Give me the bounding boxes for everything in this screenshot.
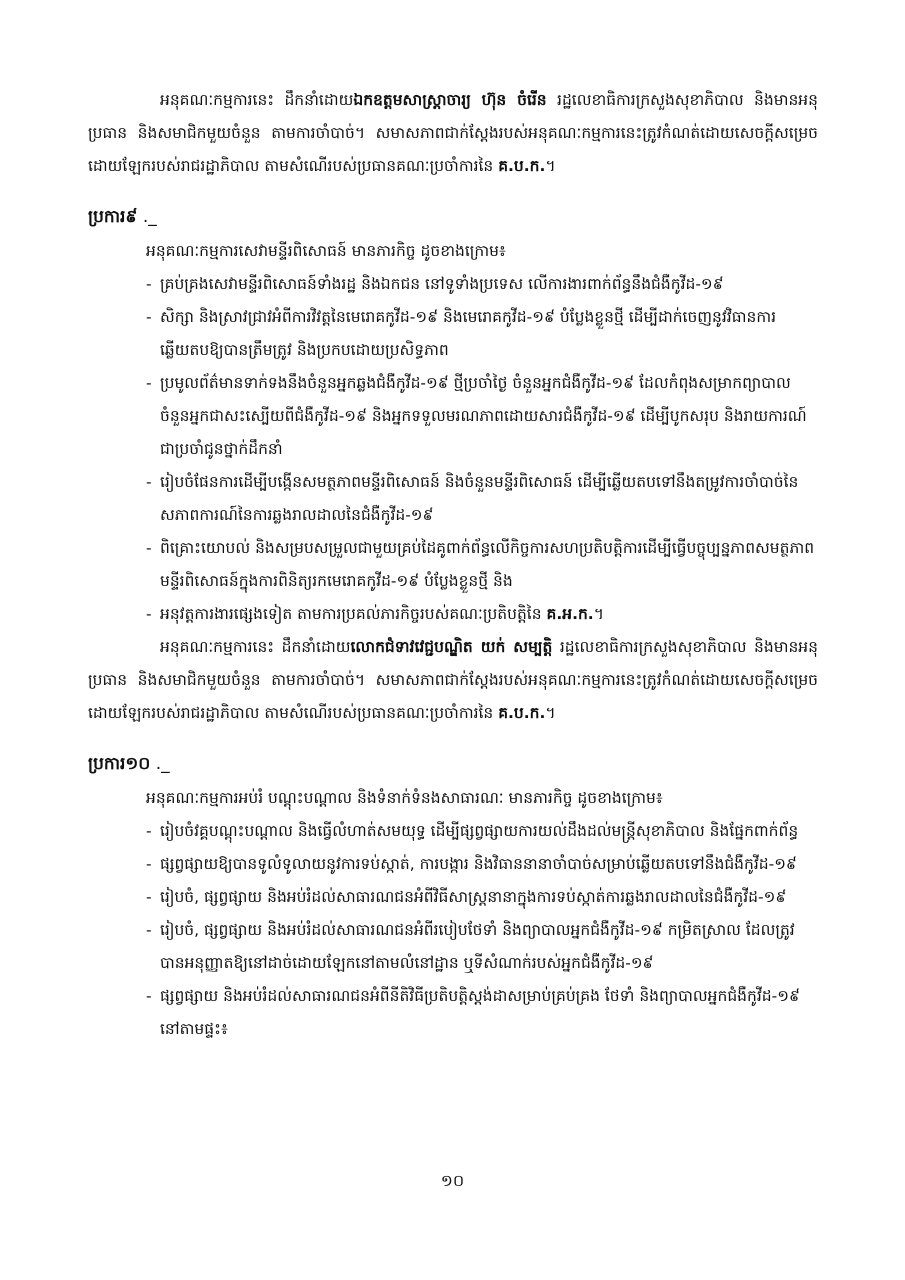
list-item: - រៀបចំវគ្គបណ្តុះបណ្តាល និងធ្វើលំហាត់សមយុទ្ធ ដើម្បីផ្សព្វផ្សាយការយល់ដឹងដល់មន្ត្រីសុខាភិបាល និងផ្នែកពាក់ព័ន្ធ <box>146 815 818 848</box>
abbreviation: គ.ប.ក. <box>498 157 546 175</box>
abbreviation: គ.អ.ក. <box>546 605 594 623</box>
list-item: - ផ្សព្វផ្សាយ និងអប់រំដល់សាធារណជនអំពីនីតិវិធីប្រតិបត្តិស្តង់ដាសម្រាប់គ្រប់គ្រង ថែទាំ និងព្យាបាលអ្នកជំងឺកូវីដ-១៩ នៅតាមផ្ទះ៖ <box>146 980 818 1046</box>
list-item: - គ្រប់គ្រងសេវាមន្ទីរពិសោធន៍ទាំងរដ្ឋ និងឯកជន នៅទូទាំងប្រទេស លើការងារពាក់ព័ន្ធនឹងជំងឺកូវីដ-១៩ <box>146 268 818 301</box>
leader-name: លោកជំទាវវេជ្ជបណ្ឌិត យក់ សម្បត្តិ <box>350 638 553 656</box>
article-10-duties-list <box>88 815 818 1046</box>
list-item: - រៀបចំផែនការដើម្បីបង្កើនសមត្ថភាពមន្ទីរពិសោធន៍ និងចំនួនមន្ទីរពិសោធន៍ ដើម្បីឆ្លើយតបទៅនឹងតម្រូវការចាំបាច់នៃសភាពការណ៍នៃការឆ្លងរាលដាលនៃជំងឺកូវីដ-១៩ <box>146 466 818 532</box>
list-item: - រៀបចំ, ផ្សព្វផ្សាយ និងអប់រំដល់សាធារណជនអំពីរបៀបថែទាំ និងព្យាបាលអ្នកជំងឺកូវីដ-១៩ កម្រិតស្រាល ដែលត្រូវបានអនុញ្ញាតឱ្យនៅដាច់ដោយឡែកនៅតាមលំនៅដ្ឋាន ឬទីសំណាក់របស់អ្នកជំងឺកូវីដ-១៩ <box>146 914 818 980</box>
abbreviation: គ.ប.ក. <box>498 704 546 722</box>
article-9-intro: អនុគណៈកម្មការសេវាមន្ទីរពិសោធន៍ មានភារកិច្ច ដូចខាងក្រោម៖ <box>146 242 506 260</box>
document-body <box>88 84 818 1046</box>
page-number: ១០ <box>440 1171 465 1190</box>
list-item: - សិក្សា និងស្រាវជ្រាវអំពីការវិវត្តនៃមេរោគកូវីដ-១៩ និងមេរោគកូវីដ-១៩ បំប្លែងខ្លួនថ្មី ដើម្បីដាក់ចេញនូវវិធានការឆ្លើយតបឱ្យបានត្រឹមត្រូវ និងប្រកបដោយប្រសិទ្ធភាព <box>146 301 818 367</box>
subcommittee-leadership-paragraph-2: អនុគណៈកម្មការនេះ ដឹកនាំដោយលោកជំទាវវេជ្ជបណ្ឌិត យក់ សម្បត្តិ រដ្ឋលេខាធិការក្រសួងសុខាភិបាល និងមានអនុប្រធាន និងសមាជិកមួយចំនួន តាមការចាំបាច់។ សមាសភាពជាក់ស្តែងរបស់អនុគណៈកម្មការនេះត្រូវកំណត់ដោយសេចក្តីសម្រេចដោយឡែករបស់រាជរដ្ឋាភិបាល តាមសំណើរបស់ប្រធានគណៈប្រចាំការនៃ គ.ប.ក.។ <box>88 638 818 722</box>
article-10-heading: ប្រការ១០ ._ <box>88 754 170 774</box>
article-9-duties-list <box>88 268 818 631</box>
leader-name: ឯកឧត្តមសាស្ត្រាចារ្យ ហ៊ុន ចំរើន <box>353 91 547 109</box>
article-9-heading: ប្រការ៩ ._ <box>88 207 157 227</box>
list-item: - ផ្សព្វផ្សាយឱ្យបានទូលំទូលាយនូវការទប់ស្កាត់, ការបង្ការ និងវិធាននានាចាំបាច់សម្រាប់ឆ្លើយតបទៅនឹងជំងឺកូវីដ-១៩ <box>146 848 818 881</box>
subcommittee-leadership-paragraph-1: អនុគណៈកម្មការនេះ ដឹកនាំដោយឯកឧត្តមសាស្ត្រាចារ្យ ហ៊ុន ចំរើន រដ្ឋលេខាធិការក្រសួងសុខាភិបាល និងមានអនុប្រធាន និងសមាជិកមួយចំនួន តាមការចាំបាច់។ សមាសភាពជាក់ស្តែងរបស់អនុគណៈកម្មការនេះត្រូវកំណត់ដោយសេចក្តីសម្រេចដោយឡែករបស់រាជរដ្ឋាភិបាល តាមសំណើរបស់ប្រធានគណៈប្រចាំការនៃ គ.ប.ក.។ <box>88 91 818 175</box>
list-item: - ពិគ្រោះយោបល់ និងសម្របសម្រួលជាមួយគ្រប់ដៃគូពាក់ព័ន្ធលើកិច្ចការសហប្រតិបត្តិការដើម្បីធ្វើបច្ចុប្បន្នភាពសមត្ថភាពមន្ទីរពិសោធន៍ក្នុងការពិនិត្យរកមេរោគកូវីដ-១៩ បំប្លែងខ្លួនថ្មី និង <box>146 532 818 598</box>
list-item: - ប្រមូលព័ត៌មានទាក់ទងនឹងចំនួនអ្នកឆ្លងជំងឺកូវីដ-១៩ ថ្មីប្រចាំថ្ងៃ ចំនួនអ្នកជំងឺកូវីដ-១៩ ដែលកំពុងសម្រាកព្យាបាល ចំនួនអ្នកជាសះស្បើយពីជំងឺកូវីដ-១៩ និងអ្នកទទួលមរណភាពដោយសារជំងឺកូវីដ-១៩ ដើម្បីបូកសរុប និងរាយការណ៍ជាប្រចាំជូនថ្នាក់ដឹកនាំ <box>146 367 818 466</box>
list-item: - អនុវត្តការងារផ្សេងទៀត តាមការប្រគល់ភារកិច្ចរបស់គណៈប្រតិបត្តិនៃ គ.អ.ក.។ <box>146 598 818 631</box>
article-10-intro: អនុគណៈកម្មការអប់រំ បណ្តុះបណ្តាល និងទំនាក់ទំនងសាធារណៈ មានភារកិច្ច ដូចខាងក្រោម៖ <box>146 789 663 807</box>
list-item: - រៀបចំ, ផ្សព្វផ្សាយ និងអប់រំដល់សាធារណជនអំពីវិធីសាស្ត្រនានាក្នុងការទប់ស្កាត់ការឆ្លងរាលដាលនៃជំងឺកូវីដ-១៩ <box>146 881 818 914</box>
